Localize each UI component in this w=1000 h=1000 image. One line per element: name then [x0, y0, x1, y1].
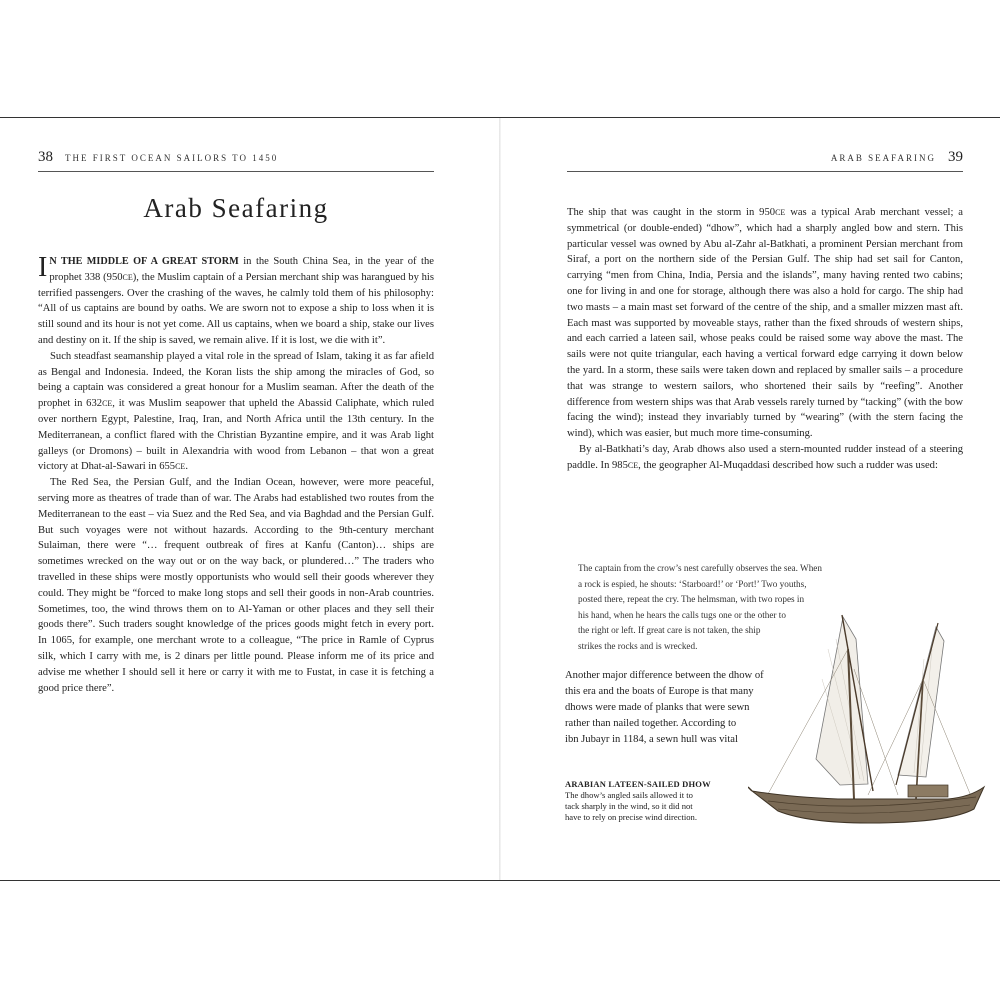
caption-text: The dhow’s angled sails allowed it to tack sharply in the wind, so it did not have to rely on precise wind direction. [565, 790, 697, 822]
right-folio: 39 [948, 149, 963, 165]
dhow-illustration [748, 609, 988, 829]
right-paragraph-2: By al-Batkhati’s day, Arab dhows also used a stern-mounted rudder instead of a steering paddle. In 985CE, the geographer Al-Muqaddasi described how such a rudder was used: [567, 443, 963, 471]
right-body-text [567, 205, 963, 474]
left-page [0, 118, 500, 880]
left-paragraph-2: Such steadfast seamanship played a vital role in the spread of Islam, taking it as far afield as Bengal and Indonesia. Indeed, the Koran lists the ship among the miracles of God, so being a captain was considered a great honour for a Muslim seaman. After the death of the prophet in 632CE, it was Muslim seapower that upheld the Abassid Caliphate, which ruled over northern Egypt, Palestine, Iraq, Iran, and North Africa until the 13th century. In the Mediterranean, a conflict flared with the Christian Byzantine empire, and it was Arab light galleys (or Dromons) – built in Alexandria with wood from Lebanon – that won a great victory at Dhat-al-Sawari in 655CE. [38, 350, 434, 473]
stern-cabin [908, 785, 948, 797]
figure-caption [565, 779, 745, 823]
right-running-head-text: ARAB SEAFARING [830, 153, 936, 163]
left-body-text [38, 254, 434, 696]
right-running-head [567, 149, 963, 172]
hull [752, 787, 984, 823]
drop-cap: I [38, 252, 48, 283]
left-folio: 38 [38, 149, 53, 165]
book-spread [0, 117, 1000, 881]
lead-in: N THE MIDDLE OF A GREAT STORM [49, 256, 239, 267]
left-paragraph-1: I N THE MIDDLE OF A GREAT STORM in the South China Sea, in the year of the prophet 338 (950CE), the Muslim captain of a Persian merchant ship was harangued by his terrified passengers. Over the crashing of the waves, he calmly told them of his philosophy: “All of us captains are bound by oaths. We are sworn not to expose a ship to loss when it is still sound and its hour is not yet come. All us captains, when we board a ship, stake our lives and destiny on it. If the ship is saved, we remain alive. If it is lost, we die with it”. [38, 252, 434, 346]
caption-title: ARABIAN LATEEN-SAILED DHOW [565, 779, 711, 789]
left-running-head-text: THE FIRST OCEAN SAILORS TO 1450 [65, 153, 279, 163]
chapter-title: Arab Seafaring [143, 193, 329, 223]
main-sail [816, 617, 868, 785]
right-paragraph-1: The ship that was caught in the storm in 950CE was a typical Arab merchant vessel; a symmetrical (or double-ended) “dhow”, which had a sharply angled bow and stern. This particular vessel was owned by Abu al-Zahr al-Batkhati, a prominent Persian merchant from Siraf, a port on the northern side of the Persian Gulf. The ship had set sail for Canton, carrying “men from China, India, Persia and the islands”, many having rented two cabins; one for living in and one for storage, although there was also a hold for cargo. The ship had two masts – a main mast set forward of the centre of the ship, and a smaller mizzen mast aft. Each mast was supported by moveable stays, rather than the fixed shrouds of western ships, and each carried a lateen sail, whose peaks could be raised some way above the mast. The sails were not quite triangular, each having a vertical forward edge carrying it down below the yard. In a storm, these sails were taken down and replaced by smaller sails – a procedure that was strange to western sailors, who shortened their sails by “reefing”. Another difference from western ships was that Arab vessels rarely turned by “tacking” (with the bow facing the wind); instead they invariably turned by “wearing” (with the stern facing the wind), which was easier, but much more time-consuming. [567, 207, 963, 440]
block-quote: The captain from the crow’s nest carefully observes the sea. When a rock is espied, he shouts: ‘Starboard!’ or ‘Port!’ Two youths, posted there, repeat the cry. The helmsman, with two ropes in his hand, when he hears the calls tugs one or the other to the right or left. If great care is not taken, the ship strikes the rocks and is wrecked. [578, 563, 822, 651]
right-paragraph-3: Another major difference between the dhow of this era and the boats of Europe is that many dhows were made of planks that were sewn rather than nailed together. According to ibn Jubayr in 1184, a sewn hull was vital [565, 670, 764, 745]
left-paragraph-3: The Red Sea, the Persian Gulf, and the Indian Ocean, however, were more peaceful, serving more as theatres of trade than of war. The Arabs had established two routes from the Mediterranean to the east – via Suez and the Red Sea, and via Baghdad and the Persian Gulf. But such voyages were not without hazards. According to the 9th-century merchant Sulaiman, there were “… frequent outbreak of fires at Kanfu (Canton)… ships are sometimes wrecked on the way out or on the way back, or plundered…” The traders who travelled in these ships were mostly opportunists who would sell their goods wherever they could. They might be “forced to make long stops and sell their goods in non-Arab countries. Sometimes, too, the wind throws them on to Al-Yaman or other places and they sell their goods there”. Such traders sought knowledge of the prices goods might fetch in every port. In 1065, for example, one merchant wrote to a colleague, “The price in Ramle of Cyprus silk, which I carry with me, is 2 dinars per little pound. Please inform me of its price and advise me whether I should sell it here or carry it with me to Fustat, in case it is fetching a good price there”. [38, 477, 434, 694]
left-running-head [38, 149, 434, 172]
